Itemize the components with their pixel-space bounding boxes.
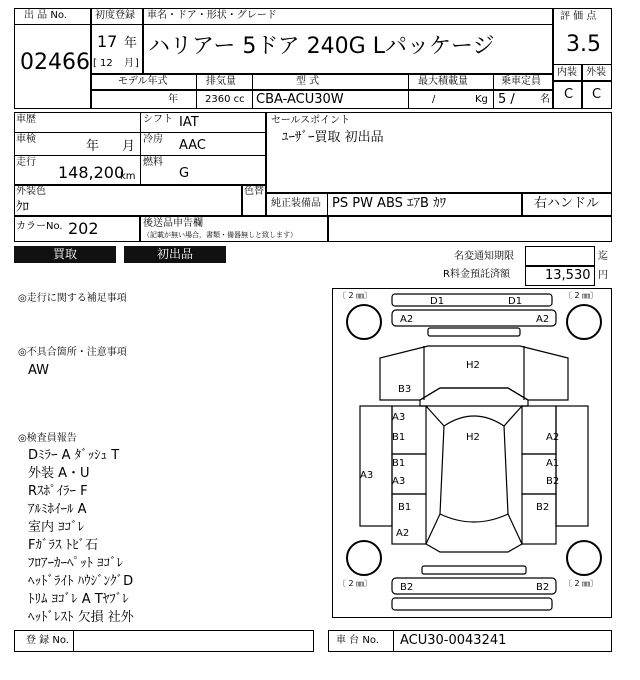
tire-bl-icon — [347, 541, 381, 575]
details-row-1 — [14, 132, 266, 133]
ac-value: AAC — [179, 138, 206, 153]
name-change-label: 名変通知期限 — [454, 251, 514, 262]
details-split — [140, 112, 141, 185]
displacement-value: 2360 cc — [205, 94, 245, 105]
mark-a2-right-front-door: A2 — [546, 432, 560, 443]
shaken-year: 年 — [86, 139, 100, 154]
mark-a2-bumper-right: A2 — [536, 314, 550, 325]
color-change-label: 色替 — [244, 186, 264, 197]
first-reg-month-close: ] — [135, 58, 139, 69]
equipment-label: 純正装備品 — [271, 198, 321, 209]
recycle-label: R料金預託済額 — [443, 269, 510, 280]
mark-b3-fender: B3 — [398, 384, 412, 395]
max-load-label: 最大積載量 — [418, 76, 468, 87]
rear-window — [426, 544, 522, 552]
mark-b1-left-rear-door: B1 — [392, 458, 406, 469]
mark-a2-bumper-left: A2 — [400, 314, 414, 325]
rear-light-bar — [422, 566, 526, 574]
max-load-slash: / — [432, 94, 436, 105]
first-reg-label: 初度登録 — [95, 10, 135, 21]
defects-title: ◎不具合箇所・注意事項 — [18, 347, 127, 358]
mark-a3-left-rocker: A3 — [360, 470, 374, 481]
inspector-line: ﾍｯﾄﾞﾚｽﾄ 欠損 社外 — [28, 610, 134, 625]
steering-value: 右ハンドル — [534, 196, 600, 211]
mileage-label: 走行 — [16, 157, 36, 168]
first-reg-month-open: [ — [93, 58, 97, 69]
inspector-line: 室内 ﾖｺﾞﾚ — [28, 520, 85, 535]
interior-grade: C — [564, 87, 574, 102]
recycle-unit: 円 — [598, 270, 608, 281]
mark-a2-left-quarter: A2 — [396, 528, 410, 539]
capacity-unit: 名 — [540, 94, 550, 105]
max-load-unit: Kg — [475, 94, 488, 105]
cabin-line-l — [426, 406, 444, 426]
mark-b2-rear-right: B2 — [536, 582, 550, 593]
lot-label: 出 品 No. — [24, 10, 67, 21]
mileage-unit: km — [120, 171, 136, 182]
shift-value: IAT — [179, 115, 199, 130]
first-listing-badge: 初出品 — [124, 246, 226, 263]
model-year-unit: 年 — [168, 94, 178, 105]
tire-tr-label: 〔 2 ㎜〕 — [564, 291, 599, 300]
tire-bl-label: 〔 2 ㎜〕 — [338, 579, 373, 588]
mark-d1-right: D1 — [508, 296, 523, 307]
spec-divider-4 — [493, 74, 494, 109]
cabin-line-bl — [426, 514, 440, 544]
registration-label: 登 録 No. — [26, 635, 69, 646]
front-grille — [428, 328, 520, 336]
front-bumper-top — [392, 294, 552, 306]
mark-b1-left-quarter: B1 — [398, 502, 412, 513]
first-reg-year: 17 — [97, 32, 118, 51]
aftermarket-extra-box — [328, 216, 612, 242]
sales-point-label: セールスポイント — [271, 115, 351, 126]
driving-notes-title: ◎走行に関する補足事項 — [18, 293, 127, 304]
body-left — [360, 406, 392, 526]
color-no-label: カラーNo. — [16, 221, 63, 232]
capacity-value: 5 / — [498, 92, 515, 107]
inspector-line: Rｽﾎﾟｲﾗｰ F — [28, 484, 88, 499]
sales-point-value: ﾕｰｻﾞｰ買取 初出品 — [282, 130, 384, 145]
name-change-box — [525, 246, 595, 266]
name-change-unit: 迄 — [598, 251, 608, 262]
fuel-value: G — [179, 166, 190, 181]
ext-color-value: ｸﾛ — [16, 200, 29, 215]
inspector-line: ﾄﾘﾑ ﾖｺﾞﾚ A Tﾔﾌﾞﾚ — [28, 592, 129, 607]
mark-a3-left-rear-door: A3 — [392, 476, 406, 487]
exterior-label: 外装 — [586, 67, 606, 78]
inspector-line: 外装 A・U — [28, 466, 90, 481]
fuel-label: 燃料 — [143, 157, 163, 168]
front-bumper — [392, 310, 556, 326]
windshield — [420, 388, 528, 406]
inspector-line: Dﾐﾗｰ A ﾀﾞｯｼｭ T — [28, 448, 120, 463]
aftermarket-note: （記載が無い場合，書類・備器無しと致します） — [143, 231, 297, 239]
inspector-line: ﾌﾛｱｰｶｰﾍﾟｯﾄ ﾖｺﾞﾚ — [28, 556, 124, 571]
shaken-label: 車検 — [16, 134, 36, 145]
capacity-label: 乗車定員 — [501, 76, 541, 87]
inspector-line: ﾍｯﾄﾞﾗｲﾄ ﾊｳｼﾞﾝｸﾞD — [28, 574, 134, 589]
damage-diagram — [332, 288, 612, 618]
equipment-split — [327, 193, 328, 216]
tire-tr-icon — [567, 305, 601, 339]
chassis-label: 車 台 No. — [336, 635, 379, 646]
mark-a1-right-rear-door: A1 — [546, 458, 560, 469]
mark-d1-left: D1 — [430, 296, 445, 307]
spec-divider-3 — [408, 74, 409, 109]
mark-b2-right-rear-door: B2 — [546, 476, 560, 487]
tire-br-label: 〔 2 ㎜〕 — [564, 579, 599, 588]
car-name: ハリアー 5ドア 240G Lパッケージ — [148, 34, 495, 59]
lot-number: 02466 — [20, 50, 90, 75]
ext-color-box — [14, 185, 242, 216]
mark-a3-left-front-door: A3 — [392, 412, 406, 423]
mark-h2-roof: H2 — [466, 432, 480, 443]
shaken-month: 月 — [122, 139, 136, 154]
rear-bumper — [392, 578, 556, 594]
type-label: 型 式 — [296, 76, 320, 87]
mark-b1-left-front-door: B1 — [392, 432, 406, 443]
mileage-value: 148,200 — [58, 163, 125, 182]
exterior-grade: C — [592, 87, 602, 102]
model-year-label: モデル年式 — [118, 76, 168, 87]
cabin-line-r — [504, 406, 522, 426]
equipment-value: PS PW ABS ｴｱB ｶﾜ — [332, 196, 447, 211]
mark-h2-hood: H2 — [466, 360, 480, 371]
first-reg-month: 12 — [100, 58, 113, 69]
type-value: CBA-ACU30W — [256, 92, 344, 107]
right-door-front — [522, 406, 556, 454]
spec-divider-1 — [196, 74, 197, 109]
color-no-value: 202 — [68, 219, 99, 238]
spec-divider-2 — [252, 74, 253, 109]
ac-label: 冷房 — [143, 134, 163, 145]
history-label: 車歴 — [16, 114, 36, 125]
shift-label: シフト — [143, 114, 173, 125]
car-name-label: 車名・ドア・形状・グレード — [147, 10, 277, 21]
rear-bumper-bottom — [392, 598, 552, 610]
interior-label: 内装 — [557, 67, 577, 78]
score-label: 評 価 点 — [560, 11, 597, 22]
chassis-number: ACU30-0043241 — [400, 633, 507, 648]
inspector-title: ◎検査員報告 — [18, 433, 77, 444]
tire-tl-icon — [347, 305, 381, 339]
defects-value: AW — [28, 363, 50, 378]
ext-color-label: 外装色 — [16, 186, 46, 197]
aftermarket-label: 後送品申告欄 — [143, 218, 203, 229]
recycle-value: 13,530 — [545, 268, 591, 283]
inspector-line: ｱﾙﾐﾎｲｰﾙ A — [28, 502, 87, 517]
score-value: 3.5 — [566, 32, 601, 57]
tire-tl-label: 〔 2 ㎜〕 — [338, 291, 373, 300]
tire-br-icon — [567, 541, 601, 575]
body-right — [556, 406, 588, 526]
purchase-badge: 買取 — [14, 246, 116, 263]
inspector-line: Fｶﾞﾗｽ ﾄﾋﾞ石 — [28, 538, 99, 553]
first-reg-year-unit: 年 — [124, 36, 138, 51]
displacement-label: 排気量 — [206, 76, 236, 87]
mark-b2-rear-left: B2 — [400, 582, 414, 593]
details-row-2 — [14, 155, 266, 156]
mark-b2-right-quarter: B2 — [536, 502, 550, 513]
cabin-line-br — [508, 514, 522, 544]
first-reg-month-unit: 月 — [124, 58, 134, 69]
